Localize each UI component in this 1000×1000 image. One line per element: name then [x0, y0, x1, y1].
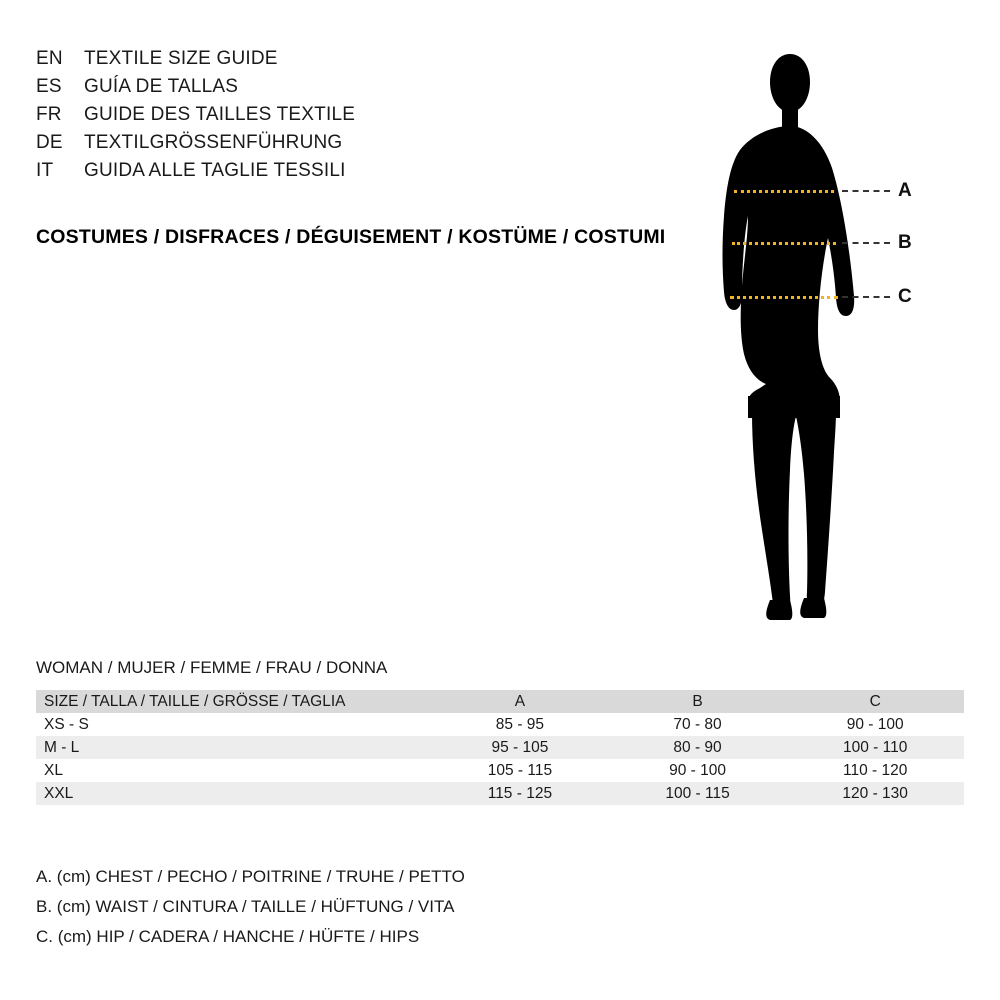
language-title: TEXTILE SIZE GUIDE	[84, 48, 278, 69]
cell-c: 100 - 110	[842, 739, 908, 756]
language-code: IT	[36, 160, 54, 181]
cell-b: 80 - 90	[673, 739, 722, 756]
lead-line-a	[842, 190, 890, 192]
size-table	[36, 690, 964, 805]
measure-line-c	[730, 296, 838, 299]
cell-size: M - L	[44, 739, 80, 756]
language-title: GUIDE DES TAILLES TEXTILE	[84, 104, 356, 125]
lead-line-b	[842, 242, 890, 244]
column-header-size: SIZE / TALLA / TAILLE / GRÖSSE / TAGLIA	[44, 693, 346, 710]
table-row	[36, 759, 964, 782]
language-code: ES	[36, 76, 62, 97]
language-row	[36, 132, 676, 160]
language-code: DE	[36, 132, 63, 153]
column-header-c: C	[869, 693, 881, 710]
measurement-legend	[36, 862, 465, 952]
language-row	[36, 48, 676, 76]
language-code: FR	[36, 104, 62, 125]
cell-size: XXL	[44, 785, 74, 802]
table-row	[36, 713, 964, 736]
cell-size: XL	[44, 762, 63, 779]
measure-label-a: A	[898, 180, 912, 201]
cell-a: 105 - 115	[487, 762, 553, 779]
language-list	[36, 48, 676, 188]
cell-c: 120 - 130	[842, 785, 908, 802]
language-code: EN	[36, 48, 63, 69]
legend-row-c: C. (cm) HIP / CADERA / HANCHE / HÜFTE / HIPS	[36, 927, 420, 946]
language-title: TEXTILGRÖSSENFÜHRUNG	[84, 132, 343, 153]
cell-a: 95 - 105	[491, 739, 549, 756]
table-header-row	[36, 690, 964, 713]
measure-label-c: C	[898, 286, 912, 307]
measure-line-b	[732, 242, 836, 245]
cell-b: 100 - 115	[665, 785, 730, 802]
column-header-b: B	[692, 693, 703, 710]
language-row	[36, 104, 676, 132]
table-caption: WOMAN / MUJER / FEMME / FRAU / DONNA	[36, 658, 388, 677]
body-figure	[690, 40, 970, 620]
legend-row-a: A. (cm) CHEST / PECHO / POITRINE / TRUHE / PETTO	[36, 867, 465, 886]
cell-a: 85 - 95	[495, 716, 545, 733]
female-silhouette-icon	[690, 40, 970, 620]
cell-b: 90 - 100	[669, 762, 726, 779]
cell-c: 110 - 120	[842, 762, 908, 779]
table-row	[36, 782, 964, 805]
cell-c: 90 - 100	[846, 716, 904, 733]
lead-line-c	[842, 296, 890, 298]
table-row	[36, 736, 964, 759]
language-row	[36, 160, 676, 188]
cell-size: XS - S	[44, 716, 89, 733]
language-title: GUÍA DE TALLAS	[84, 76, 239, 97]
measure-line-a	[734, 190, 834, 193]
cell-a: 115 - 125	[487, 785, 553, 802]
measure-label-b: B	[898, 232, 912, 253]
costumes-heading: COSTUMES / DISFRACES / DÉGUISEMENT / KOSTÜME / COSTUMI	[36, 226, 666, 248]
language-title: GUIDA ALLE TAGLIE TESSILI	[84, 160, 346, 181]
cell-b: 70 - 80	[673, 716, 722, 733]
legend-row-b: B. (cm) WAIST / CINTURA / TAILLE / HÜFTUNG / VITA	[36, 897, 455, 916]
column-header-a: A	[514, 693, 526, 710]
language-row	[36, 76, 676, 104]
